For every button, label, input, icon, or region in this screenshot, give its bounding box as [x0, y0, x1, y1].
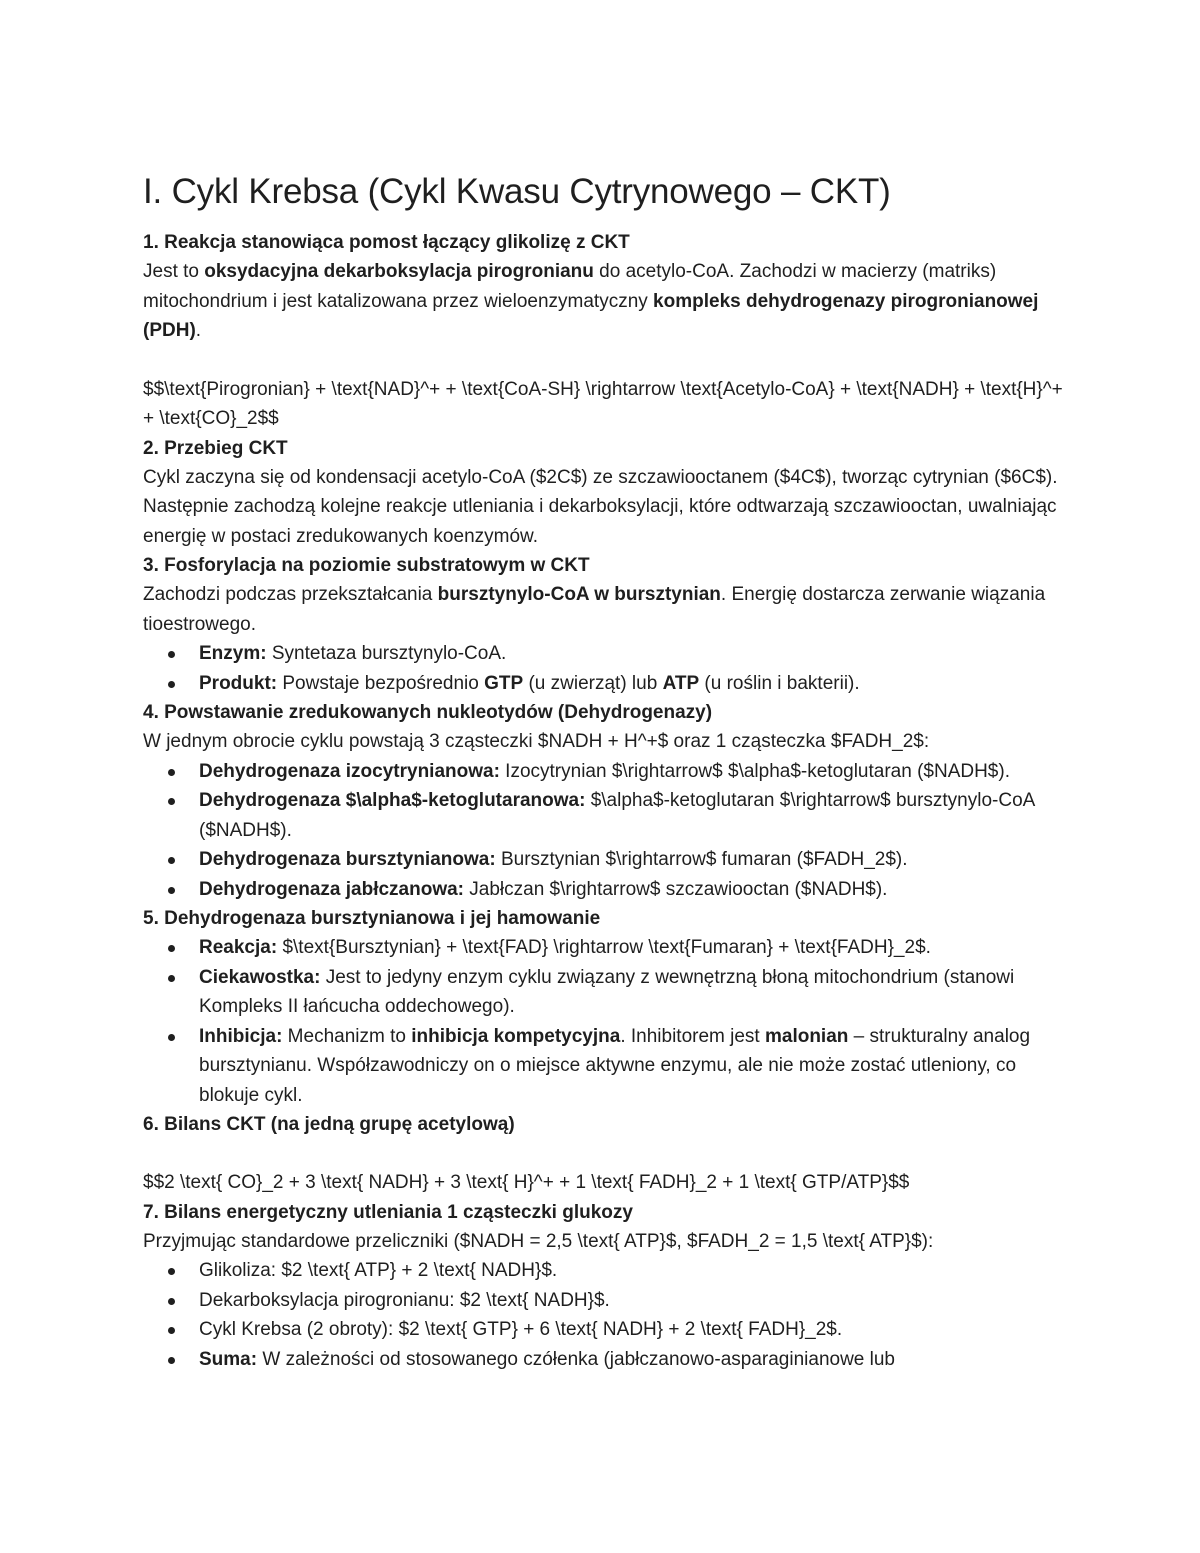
bold-run: Dehydrogenaza $\alpha$-ketoglutaranowa: — [199, 790, 586, 811]
list-item — [199, 933, 1063, 963]
bold-run: Dehydrogenaza bursztynianowa: — [199, 849, 496, 870]
bold-run: Enzym: — [199, 643, 267, 664]
text-run: do acetylo-CoA. Zachodzi w macierzy (matriks) mitochondrium i jest katalizowana przez wieloenzymatyczny — [143, 261, 997, 312]
text-run: . — [195, 320, 202, 341]
list-item — [199, 1022, 1063, 1111]
list-item: Glikoliza: $2 \text{ ATP} + 2 \text{ NADH}$. — [199, 1256, 1063, 1286]
bold-run: bursztynylo-CoA w bursztynian — [437, 584, 721, 605]
section-4-list — [143, 757, 1063, 905]
text-run: Jabłczan $\rightarrow$ szczawiooctan ($NADH$). — [464, 878, 888, 900]
text-run: $\text{Bursztynian} + \text{FAD} \rightarrow \text{Fumaran} + \text{FADH}_2$. — [277, 937, 931, 958]
list-item — [199, 669, 1063, 699]
bold-run: Produkt: — [199, 672, 278, 694]
text-run: (u roślin i bakterii). — [699, 672, 860, 694]
section-3-list — [143, 639, 1063, 698]
bold-run: Reakcja: — [199, 937, 278, 958]
bold-run: inhibicja kompetycyjna — [411, 1025, 621, 1047]
bold-run: Suma: — [199, 1348, 258, 1370]
section-2-paragraph: Cykl zaczyna się od kondensacji acetylo-CoA ($2C$) ze szczawiooctanem ($4C$), tworząc cytrynian ($6C$). Następnie zachodzą kolejne reakcje utleniania i dekarboksylacji, które odtwarzają szczawiooctan, uwalniając energię w postaci zredukowanych koenzymów. — [143, 466, 1058, 547]
section-7-paragraph: Przyjmując standardowe przeliczniki ($NADH = 2,5 \text{ ATP}$, $FADH_2 = 1,5 \text{ ATP}$): — [143, 1230, 934, 1252]
bold-run: Inhibicja: — [199, 1025, 283, 1047]
section-2-heading: 2. Przebieg CKT — [143, 437, 288, 459]
list-item — [199, 757, 1063, 787]
section-7-heading: 7. Bilans energetyczny utleniania 1 cząsteczki glukozy — [143, 1201, 633, 1223]
text-run: Bursztynian $\rightarrow$ fumaran ($FADH_2$). — [495, 849, 908, 870]
text-run: Zachodzi podczas przekształcania — [143, 584, 438, 605]
bold-run: Dehydrogenaza jabłczanowa: — [199, 878, 465, 900]
section-1-heading: 1. Reakcja stanowiąca pomost łączący glikolizę z CKT — [143, 232, 630, 253]
bold-run: ATP — [662, 672, 700, 694]
page-title: I. Cykl Krebsa (Cykl Kwasu Cytrynowego – CKT) — [143, 172, 891, 211]
list-item — [199, 845, 1063, 875]
list-item — [199, 639, 1063, 669]
spacer — [143, 1139, 1063, 1168]
text-run: – strukturalny analog bursztynianu. Współzawodniczy on o miejsce aktywne enzymu, ale nie może zostać utleniony, co blokuje cykl. — [199, 1025, 1031, 1106]
bold-run: GTP — [484, 672, 524, 694]
section-4-paragraph: W jednym obrocie cyklu powstają 3 cząsteczki $NADH + H^+$ oraz 1 cząsteczka $FADH_2$: — [143, 731, 930, 752]
text-run: . Inhibitorem jest — [620, 1025, 765, 1047]
section-1-formula: $$\text{Pirogronian} + \text{NAD}^+ + \text{CoA-SH} \rightarrow \text{Acetylo-CoA} + \text{NADH} + \text{H}^+ + \text{CO}_2$$ — [143, 378, 1063, 429]
section-4-heading: 4. Powstawanie zredukowanych nukleotydów (Dehydrogenazy) — [143, 702, 713, 723]
bold-run: Dehydrogenaza izocytrynianowa: — [199, 760, 500, 782]
section-7-list — [143, 1256, 1063, 1374]
section-3-heading: 3. Fosforylacja na poziomie substratowym w CKT — [143, 555, 590, 576]
section-6-formula: $$2 \text{ CO}_2 + 3 \text{ NADH} + 3 \text{ H}^+ + 1 \text{ FADH}_2 + 1 \text{ GTP/ATP}$$ — [143, 1172, 910, 1193]
text-run: $\alpha$-ketoglutaran $\rightarrow$ bursztynylo-CoA ($NADH$). — [199, 790, 1035, 841]
section-6-heading: 6. Bilans CKT (na jedną grupę acetylową) — [143, 1114, 515, 1135]
document-content — [143, 170, 1063, 1374]
section-1-paragraph — [143, 257, 1063, 346]
text-run: Izocytrynian $\rightarrow$ $\alpha$-ketoglutaran ($NADH$). — [499, 760, 1010, 782]
bold-run: Ciekawostka: — [199, 966, 321, 988]
section-3-paragraph — [143, 580, 1063, 639]
bold-run: malonian — [764, 1025, 849, 1047]
text-run: Jest to — [143, 261, 205, 282]
text-run: (u zwierząt) lub — [523, 672, 663, 694]
text-run: . Energię dostarcza zerwanie wiązania tioestrowego. — [143, 584, 1046, 635]
bold-run: oksydacyjna dekarboksylacja pirogronianu — [204, 261, 594, 282]
text-run: Mechanizm to — [282, 1025, 412, 1047]
section-5-list — [143, 933, 1063, 1110]
list-item: Cykl Krebsa (2 obroty): $2 \text{ GTP} + 6 \text{ NADH} + 2 \text{ FADH}_2$. — [199, 1315, 1063, 1345]
spacer — [143, 346, 1063, 375]
text-run: Jest to jedyny enzym cyklu związany z wewnętrzną błoną mitochondrium (stanowi Kompleks II łańcucha oddechowego). — [199, 966, 1015, 1017]
list-item — [199, 1345, 1063, 1375]
text-run: Powstaje bezpośrednio — [277, 672, 485, 694]
list-item — [199, 786, 1063, 845]
section-5-heading: 5. Dehydrogenaza bursztynianowa i jej hamowanie — [143, 908, 601, 929]
list-item: Dekarboksylacja pirogronianu: $2 \text{ NADH}$. — [199, 1286, 1063, 1316]
list-item — [199, 875, 1063, 905]
text-run: Syntetaza bursztynylo-CoA. — [266, 643, 507, 664]
text-run: W zależności od stosowanego czółenka (jabłczanowo-asparaginianowe lub — [257, 1348, 895, 1370]
list-item — [199, 963, 1063, 1022]
bold-run: kompleks dehydrogenazy pirogronianowej (PDH) — [143, 290, 1039, 341]
